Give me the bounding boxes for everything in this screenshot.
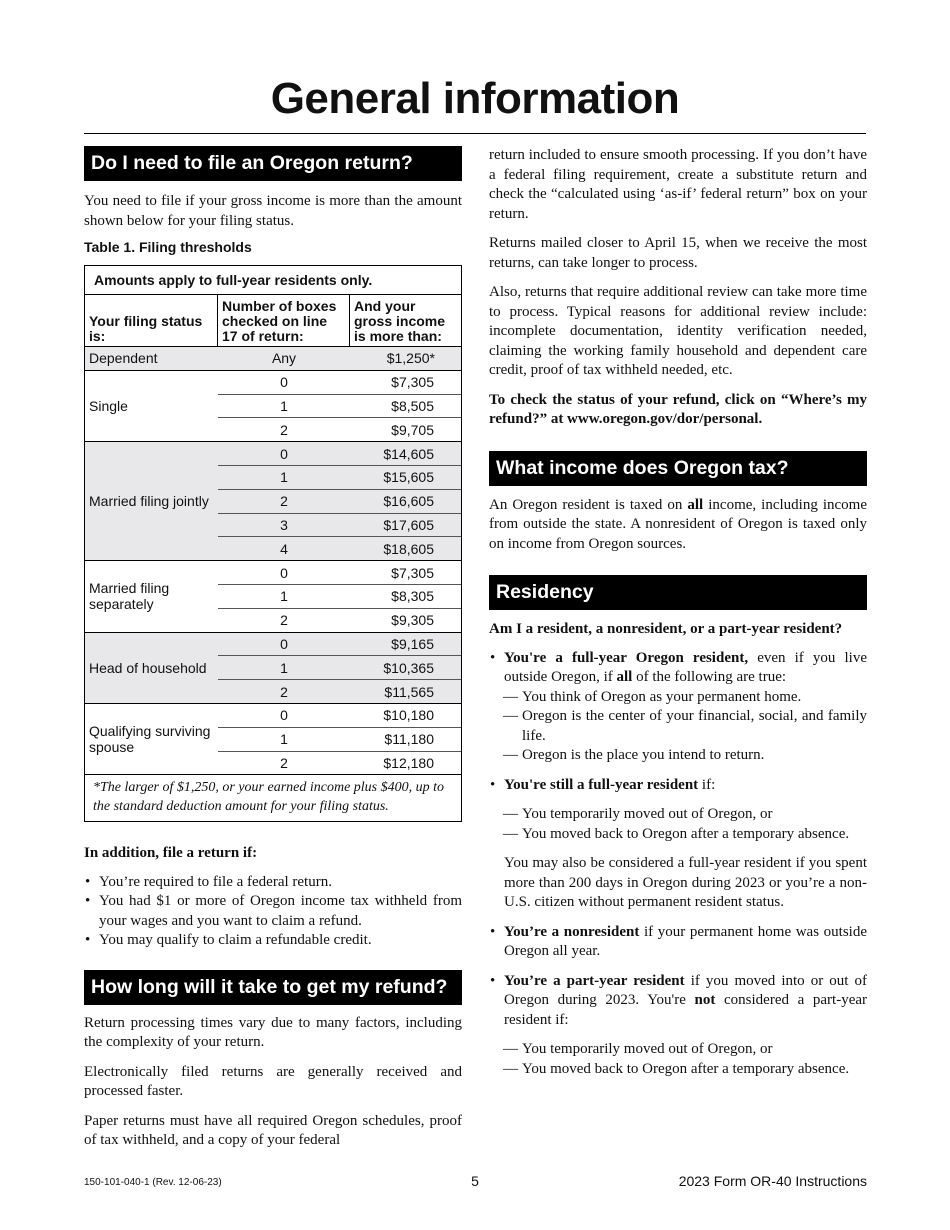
amount-cell: $16,605: [383, 493, 434, 510]
table-row-group: [85, 704, 461, 775]
header-filing-status: Your filing status is:: [85, 295, 218, 346]
amount-cell: $17,605: [383, 516, 434, 533]
list-item: • You’re a nonresident if your permanent home was outside Oregon all year.: [489, 923, 867, 962]
table-row: [218, 347, 461, 370]
list-item: — You think of Oregon as your permanent home.: [489, 688, 867, 708]
title-rule: [84, 133, 866, 134]
residency-list: [489, 923, 867, 962]
boxes-cell: 0: [280, 707, 288, 724]
boxes-cell: 0: [280, 374, 288, 391]
list-item: • You're a full-year Oregon resident, even if you live outside Oregon, if all of the following are true:: [489, 649, 867, 688]
table-row: [218, 489, 461, 513]
filing-status-cell: Married filing separately: [89, 580, 170, 613]
table-row: [218, 751, 461, 775]
header-boxes: Number of boxes checked on line 17 of return:: [218, 295, 350, 346]
addition-list: [84, 873, 462, 951]
file-intro: You need to file if your gross income is more than the amount shown below for your filing status.: [84, 193, 462, 229]
right-column: [489, 146, 867, 1079]
filing-thresholds-table: [84, 265, 462, 822]
boxes-cell: 2: [280, 754, 288, 771]
page-title: General information: [270, 74, 680, 123]
list-item: — You temporarily moved out of Oregon, or: [489, 805, 867, 825]
table-body: [85, 347, 461, 775]
boxes-cell: 1: [280, 397, 288, 414]
form-name: 2023 Form OR-40 Instructions: [678, 1173, 867, 1189]
list-item: • You may qualify to claim a refundable credit.: [84, 931, 462, 951]
section-heading-income: What income does Oregon tax?: [489, 451, 867, 486]
boxes-cell: 2: [280, 683, 288, 700]
table-row: [218, 704, 461, 727]
boxes-cell: 2: [280, 421, 288, 438]
list-item: — You moved back to Oregon after a temporary absence.: [489, 825, 867, 845]
amount-cell: $8,305: [391, 588, 434, 605]
table-row-group: [85, 633, 461, 704]
amount-cell: $7,305: [391, 374, 434, 391]
table-row-group: [85, 561, 461, 632]
income-paragraph: An Oregon resident is taxed on all income, including income from outside the state. A nonresident of Oregon is taxed only on income from Oregon sources.: [489, 496, 867, 552]
boxes-cell: 1: [280, 731, 288, 748]
refund-paragraph-continued: return included to ensure smooth processing. If you don’t have a federal filing requirement, create a substitute return and check the “calculated using ‘as-if’ federal return” box on your return.: [489, 147, 867, 222]
section-heading-refund: How long will it take to get my refund?: [84, 970, 462, 1005]
amount-cell: $7,305: [391, 564, 434, 581]
table-row: [218, 536, 461, 560]
residency-question: Am I a resident, a nonresident, or a part-year resident?: [489, 621, 843, 637]
refund-paragraph: Also, returns that require additional review can take more time to process. Typical reasons for additional review include: incomplete documentation, identity verification needed, claiming the working family household and dependent care credit, proof of tax withheld needed, etc.: [489, 284, 867, 378]
filing-status-cell: Dependent: [89, 350, 158, 367]
boxes-cell: 0: [280, 445, 288, 462]
filing-status-cell: Married filing jointly: [89, 493, 209, 510]
boxes-cell: 3: [280, 516, 288, 533]
refund-paragraph: Electronically filed returns are generally received and processed faster.: [84, 1063, 462, 1100]
table-row-group: [85, 347, 461, 371]
table-row: [218, 608, 461, 632]
list-item: — You temporarily moved out of Oregon, or: [489, 1040, 867, 1060]
residency-list: [489, 776, 867, 796]
table-footnote: *The larger of $1,250, or your earned income plus $400, up to the standard deduction amount for your filing status.: [93, 780, 445, 815]
table-row: [218, 442, 461, 465]
filing-status-cell: Head of household: [89, 659, 207, 676]
amount-cell: $8,505: [391, 397, 434, 414]
boxes-cell: 4: [280, 540, 288, 557]
addition-heading: In addition, file a return if:: [84, 845, 258, 862]
amount-cell: $9,305: [391, 612, 434, 629]
list-item: — You moved back to Oregon after a temporary absence.: [489, 1060, 867, 1080]
boxes-cell: 2: [280, 493, 288, 510]
list-item: • You’re a part-year resident if you moved into or out of Oregon during 2023. You're not considered a part-year resident if:: [489, 972, 867, 1031]
table-row: [218, 417, 461, 441]
header-gross-income: And your gross income is more than:: [354, 298, 446, 344]
filing-status-cell: Single: [89, 397, 128, 414]
refund-status-link-text: To check the status of your refund, click on “Where’s my refund?” at www.oregon.gov/dor/personal.: [489, 391, 867, 427]
table-title: Table 1. Filing thresholds: [84, 239, 252, 255]
refund-paragraph: Return processing times vary due to many factors, including the complexity of your return.: [84, 1014, 462, 1051]
boxes-cell: 1: [280, 588, 288, 605]
form-revision: 150-101-040-1 (Rev. 12-06-23): [84, 1177, 222, 1188]
boxes-cell: 0: [280, 635, 288, 652]
boxes-cell: 2: [280, 612, 288, 629]
amount-cell: $9,705: [391, 421, 434, 438]
table-row: [218, 727, 461, 751]
refund-paragraph: Paper returns must have all required Oregon schedules, proof of tax withheld, and a copy of your federal: [84, 1112, 462, 1149]
also-resident-paragraph: You may also be considered a full-year resident if you spent more than 200 days in Oregon during 2023 or you’re a non-U.S. citizen without permanent resident status.: [504, 855, 867, 910]
amount-cell: $1,250*: [386, 350, 435, 367]
amount-cell: $10,180: [383, 707, 434, 724]
list-item: — Oregon is the place you intend to return.: [489, 746, 867, 766]
list-item: • You had $1 or more of Oregon income tax withheld from your wages and you want to claim a refund.: [84, 892, 462, 931]
table-row: [218, 655, 461, 679]
amount-cell: $15,605: [383, 469, 434, 486]
section-heading-file: Do I need to file an Oregon return?: [84, 146, 462, 181]
boxes-cell: 0: [280, 564, 288, 581]
boxes-cell: 1: [280, 469, 288, 486]
list-item: — Oregon is the center of your financial, social, and family life.: [489, 707, 867, 746]
table-row: [218, 561, 461, 584]
amount-cell: $14,605: [383, 445, 434, 462]
table-row: [218, 633, 461, 656]
left-column: [84, 146, 462, 1151]
filing-status-cell: Qualifying surviving spouse: [89, 723, 211, 756]
amount-cell: $11,180: [384, 731, 434, 748]
residency-list: [489, 649, 867, 688]
amount-cell: $9,165: [391, 635, 434, 652]
residency-list: [489, 972, 867, 1031]
refund-paragraph: Returns mailed closer to April 15, when we receive the most returns, can take longer to process.: [489, 235, 867, 271]
table-header: [85, 295, 461, 347]
table-row: [218, 465, 461, 489]
amount-cell: $10,365: [383, 659, 434, 676]
amount-cell: $11,565: [384, 683, 434, 700]
amount-cell: $18,605: [383, 540, 434, 557]
part-year-exceptions: [489, 1040, 867, 1079]
table-row: [218, 679, 461, 703]
amount-cell: $12,180: [383, 754, 434, 771]
list-item: • You're still a full-year resident if:: [489, 776, 867, 796]
section-heading-residency: Residency: [489, 575, 867, 610]
boxes-cell: 1: [280, 659, 288, 676]
table-row: [218, 513, 461, 537]
list-item: • You’re required to file a federal return.: [84, 873, 462, 893]
still-resident-conditions: [489, 805, 867, 844]
page-number: 5: [471, 1173, 479, 1189]
table-row-group: [85, 371, 461, 442]
table-row: [218, 584, 461, 608]
full-year-conditions: [489, 688, 867, 766]
table-caption: Amounts apply to full-year residents only.: [85, 266, 461, 295]
table-row-group: [85, 442, 461, 561]
table-row: [218, 371, 461, 394]
table-row: [218, 394, 461, 418]
boxes-cell: Any: [271, 350, 297, 367]
